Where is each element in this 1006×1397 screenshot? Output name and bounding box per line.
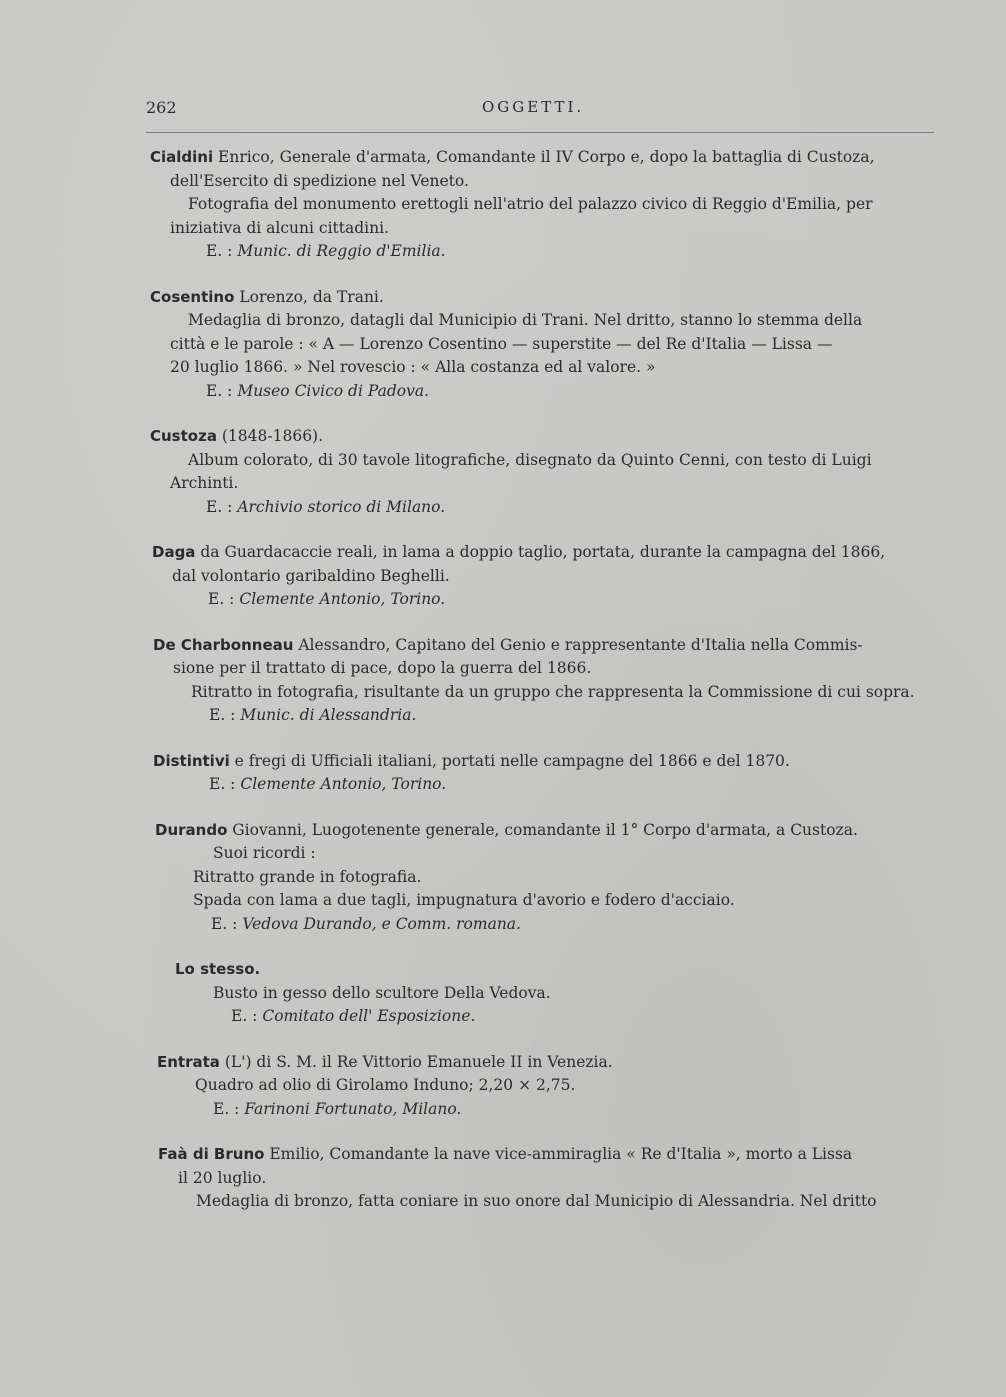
entry-paragraph <box>191 681 1006 705</box>
entry-source <box>209 773 1006 797</box>
entry-heading-line <box>158 1143 1006 1167</box>
entry-heading: Distintivi <box>153 751 230 770</box>
entry-heading-line <box>150 286 1006 310</box>
source-label: E. : <box>213 1099 245 1118</box>
entry-paragraph <box>213 982 1006 1006</box>
entry-source <box>213 1098 1006 1122</box>
paragraph-text: Quadro ad olio di Girolamo Induno; 2,20 × 2,75. <box>195 1076 576 1094</box>
entry-heading-line <box>153 634 1006 658</box>
catalog-entry <box>0 958 1006 1029</box>
entry-paragraph-continuation <box>170 472 1006 496</box>
paragraph-continuation-text: Archinti. <box>170 474 239 492</box>
entry-paragraph <box>193 866 1006 890</box>
paragraph-continuation-text: iniziativa di alcuni cittadini. <box>170 218 389 237</box>
entry-heading: Entrata <box>157 1052 220 1071</box>
catalog-entry <box>0 286 1006 404</box>
paragraph-continuation-text: 20 luglio 1866. » Nel rovescio : « Alla costanza ed al valore. » <box>170 358 656 376</box>
source-label: E. : <box>209 775 241 793</box>
entry-heading: De Charbonneau <box>153 635 294 654</box>
entry-source <box>206 240 1006 264</box>
source-label: E. : <box>206 381 238 400</box>
source-label: E. : <box>209 706 241 724</box>
source-label: E. : <box>206 242 238 260</box>
entry-continuation <box>170 170 1006 194</box>
paragraph-text: Medaglia di bronzo, fatta coniare in suo onore dal Municipio di Alessandria. Nel dritto <box>196 1192 877 1210</box>
subheading-text: Suoi ricordi : <box>213 844 316 862</box>
entry-source <box>209 704 1006 728</box>
entry-description: Giovanni, Luogotenente generale, comandante il 1° Corpo d'armata, a Custoza. <box>227 820 858 839</box>
continuation-text: sione per il trattato di pace, dopo la guerra del 1866. <box>173 659 592 677</box>
entry-heading-line <box>155 819 1006 843</box>
entry-continuation <box>178 1167 1006 1191</box>
entry-paragraph <box>188 449 1006 473</box>
source-name: Munic. di Reggio d'Emilia. <box>237 242 446 260</box>
entry-source <box>231 1005 1006 1029</box>
entry-description: Emilio, Comandante la nave vice-ammiraglia « Re d'Italia », morto a Lissa <box>264 1145 853 1163</box>
entry-description: Enrico, Generale d'armata, Comandante il IV Corpo e, dopo la battaglia di Custoza, <box>213 148 875 166</box>
source-name: Clemente Antonio, Torino. <box>239 590 446 608</box>
entry-source <box>208 588 1006 612</box>
source-name: Archivio storico di Milano. <box>237 497 446 516</box>
entry-continuation <box>172 565 1006 589</box>
catalog-entry <box>0 1051 1006 1122</box>
catalog-entries <box>0 146 1006 1236</box>
catalog-entry <box>0 425 1006 519</box>
entry-paragraph <box>188 193 1006 217</box>
entry-paragraph <box>188 309 1006 333</box>
entry-heading-line <box>150 146 1006 170</box>
catalog-entry <box>0 819 1006 937</box>
source-label: E. : <box>206 497 238 516</box>
entry-heading-line <box>175 958 1006 982</box>
entry-description: (L') di S. M. il Re Vittorio Emanuele II in Venezia. <box>219 1052 613 1071</box>
continuation-text: dell'Esercito di spedizione nel Veneto. <box>170 171 469 190</box>
entry-paragraph-continuation <box>170 356 1006 380</box>
entry-description: Lorenzo, da Trani. <box>234 287 384 306</box>
source-label: E. : <box>211 914 243 933</box>
catalog-entry <box>0 541 1006 612</box>
source-name: Farinoni Fortunato, Milano. <box>244 1099 462 1118</box>
source-name: Comitato dell' Esposizione. <box>262 1007 476 1025</box>
source-name: Vedova Durando, e Comm. romana. <box>242 914 521 933</box>
entry-heading: Durando <box>155 820 228 839</box>
entry-description: e fregi di Ufficiali italiani, portati nelle campagne del 1866 e del 1870. <box>229 751 790 770</box>
entry-heading-line <box>152 541 1006 565</box>
page-header <box>146 96 934 133</box>
entry-paragraph <box>195 1074 1006 1098</box>
entry-heading: Faà di Bruno <box>158 1145 265 1163</box>
source-name: Clemente Antonio, Torino. <box>240 775 447 793</box>
entry-paragraph <box>196 1190 1006 1214</box>
catalog-entry <box>0 634 1006 728</box>
source-label: E. : <box>208 590 240 608</box>
paragraph-text: Medaglia di bronzo, datagli dal Municipio di Trani. Nel dritto, stanno lo stemma della <box>188 311 863 329</box>
paragraph-text: Album colorato, di 30 tavole litografiche, disegnato da Quinto Cenni, con testo di Luigi <box>188 450 872 469</box>
source-label: E. : <box>231 1007 263 1025</box>
paragraph-text: Ritratto grande in fotografia. <box>193 867 422 886</box>
catalog-entry <box>0 1143 1006 1214</box>
entry-source <box>206 496 1006 520</box>
entry-continuation <box>173 657 1006 681</box>
paragraph-continuation-text: città e le parole : « A — Lorenzo Cosentino — superstite — del Re d'Italia — Lissa — <box>170 334 833 353</box>
source-name: Munic. di Alessandria. <box>240 706 417 724</box>
entry-heading: Daga <box>152 543 196 561</box>
entry-heading: Lo stesso. <box>175 960 261 978</box>
catalog-entry <box>0 750 1006 797</box>
entry-heading-line <box>153 750 1006 774</box>
entry-paragraph-continuation <box>170 217 1006 241</box>
entry-description: (1848-1866). <box>216 427 324 445</box>
entry-paragraph-continuation <box>170 333 1006 357</box>
entry-heading-line <box>157 1051 1006 1075</box>
entry-description: Alessandro, Capitano del Genio e rappresentante d'Italia nella Commis- <box>293 635 863 654</box>
entry-source <box>211 913 1006 937</box>
catalog-entry <box>0 146 1006 264</box>
paragraph-text: Busto in gesso dello scultore Della Vedova. <box>213 983 551 1002</box>
entry-heading: Cosentino <box>150 287 235 306</box>
continuation-text: il 20 luglio. <box>178 1168 267 1187</box>
paragraph-text: Spada con lama a due tagli, impugnatura d'avorio e fodero d'acciaio. <box>193 891 735 909</box>
entry-heading: Cialdini <box>150 148 214 166</box>
running-title: OGGETTI. <box>482 98 585 116</box>
entry-heading-line <box>150 425 1006 449</box>
entry-paragraph <box>193 889 1006 913</box>
source-name: Museo Civico di Padova. <box>237 381 429 400</box>
paragraph-text: Ritratto in fotografia, risultante da un gruppo che rappresenta la Commissione di cui sopra. <box>191 682 915 701</box>
entry-subheading <box>213 842 1006 866</box>
page-number: 262 <box>146 98 177 117</box>
entry-heading: Custoza <box>150 427 217 445</box>
entry-description: da Guardacaccie reali, in lama a doppio taglio, portata, durante la campagna del 1866, <box>195 543 886 561</box>
entry-source <box>206 380 1006 404</box>
continuation-text: dal volontario garibaldino Beghelli. <box>172 566 450 585</box>
paragraph-text: Fotografia del monumento erettogli nell'atrio del palazzo civico di Reggio d'Emilia, per <box>188 195 873 213</box>
